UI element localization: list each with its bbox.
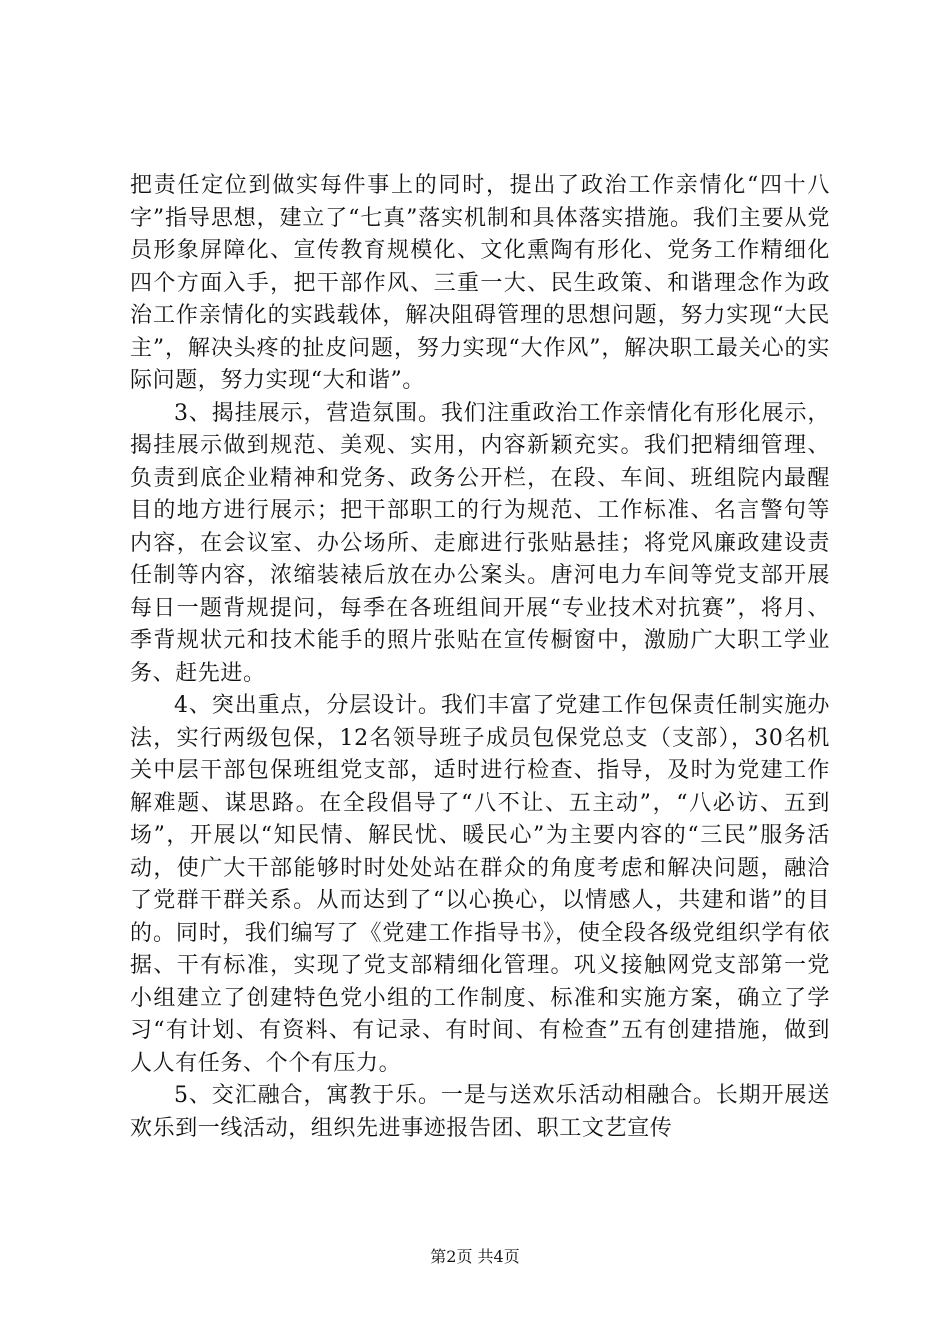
document-body — [130, 170, 830, 1145]
paragraph-continuation: 把责任定位到做实每件事上的同时，提出了政治工作亲情化“四十八字”指导思想，建立了“七真”落实机制和具体落实措施。我们主要从党员形象屏障化、宣传教育规模化、文化熏陶有形化、党务工作精细化四个方面入手，把干部作风、三重一大、民生政策、和谐理念作为政治工作亲情化的实践载体，解决阻碍管理的思想问题，努力实现“大民主”，解决头疼的扯皮问题，努力实现“大作风”，解决职工最关心的实际问题，努力实现“大和谐”。 — [130, 173, 830, 393]
paragraph-4-focus: 4、突出重点，分层设计。我们丰富了党建工作包保责任制实施办法，实行两级包保，12名领导班子成员包保党总支（支部），30名机关中层干部包保班组党支部，适时进行检查、指导，及时为党建工作解难题、谋思路。在全段倡导了“八不让、五主动”，“八必访、五到场”，开展以“知民情、解民忧、暖民心”为主要内容的“三民”服务活动，使广大干部能够时时处处站在群众的角度考虑和解决问题，融洽了党群干群关系。从而达到了“以心换心，以情感人，共建和谐”的目的。同时，我们编写了《党建工作指导书》，使全段各级党组织学有依据、干有标准，实现了党支部精细化管理。巩义接触网党支部第一党小组建立了创建特色党小组的工作制度、标准和实施方案，确立了学习“有计划、有资料、有记录、有时间、有检查”五有创建措施，做到人人有任务、个个有压力。 — [130, 693, 830, 1076]
paragraph-5-fusion: 5、交汇融合，寓教于乐。一是与送欢乐活动相融合。长期开展送欢乐到一线活动，组织先进事迹报告团、职工文艺宣传 — [130, 1083, 830, 1141]
paragraph-3-display: 3、揭挂展示，营造氛围。我们注重政治工作亲情化有形化展示，揭挂展示做到规范、美观、实用，内容新颖充实。我们把精细管理、负责到底企业精神和党务、政务公开栏，在段、车间、班组院内最醒目的地方进行展示；把干部职工的行为规范、工作标准、名言警句等内容，在会议室、办公场所、走廊进行张贴悬挂；将党风廉政建设责任制等内容，浓缩装裱后放在办公案头。唐河电力车间等党支部开展每日一题背规提问，每季在各班组间开展“专业技术对抗赛”，将月、季背规状元和技术能手的照片张贴在宣传橱窗中，激励广大职工学业务、赶先进。 — [130, 400, 830, 686]
page-number-footer: 第2页 共4页 — [430, 1247, 520, 1266]
